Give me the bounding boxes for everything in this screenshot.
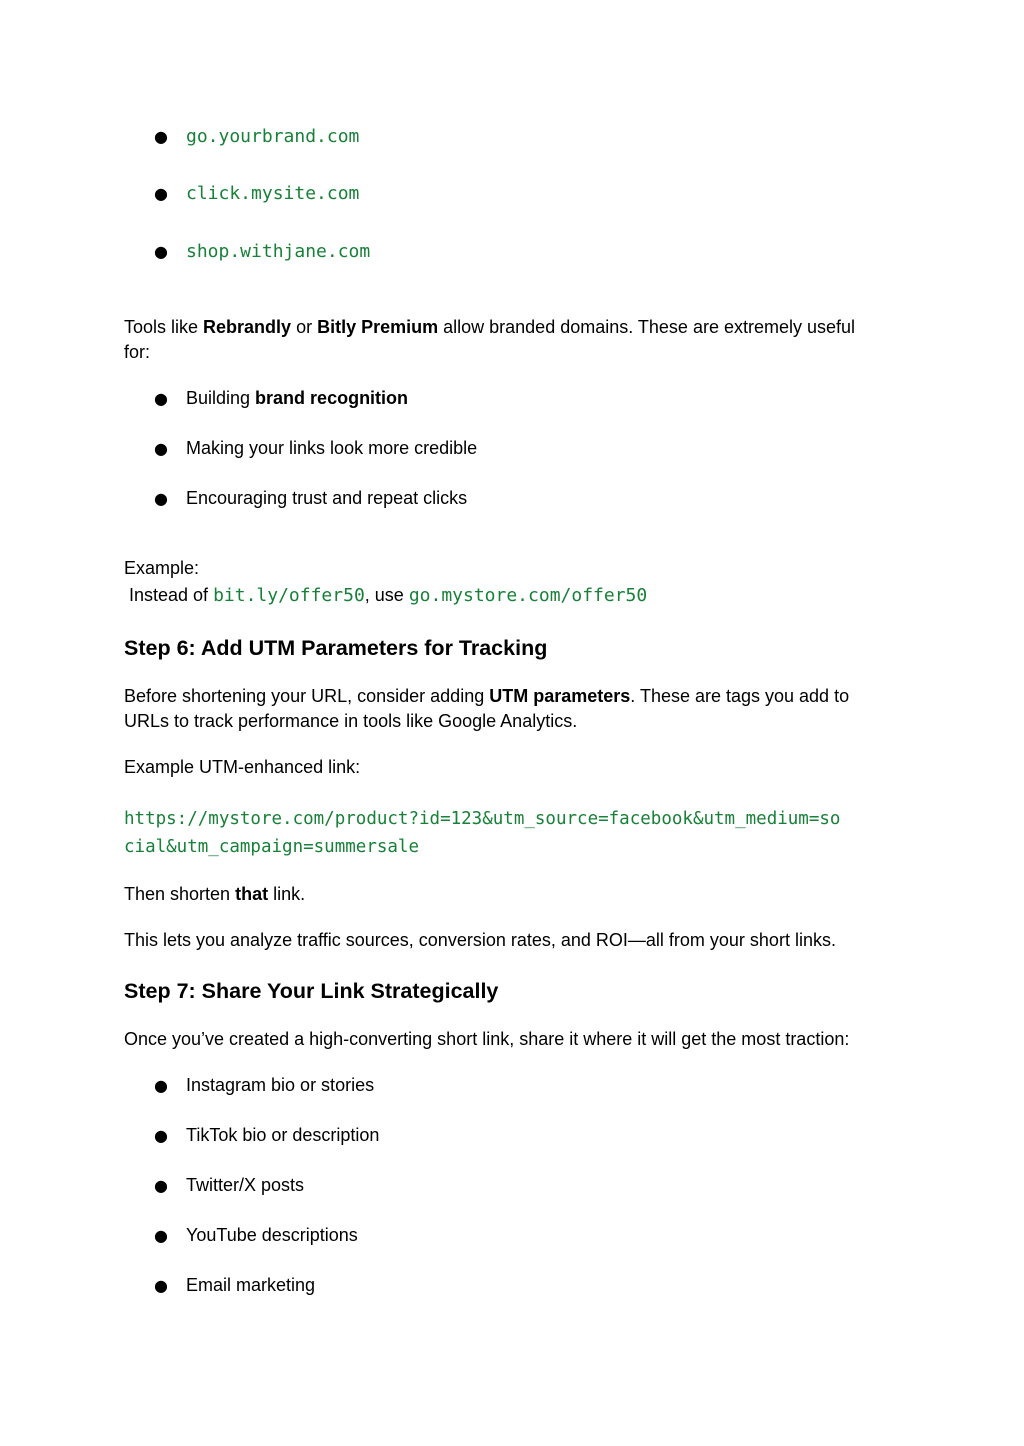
text-run: Instead of [124,585,214,605]
text-run: Building [186,388,256,408]
list-bullet: ● [154,127,168,146]
list-item-channel: YouTube descriptions [186,1225,358,1245]
emphasis: that [235,884,269,904]
analyze-paragraph: This lets you analyze traffic sources, conversion rates, and ROI—all from your short links. [124,930,836,950]
list-bullet: ● [154,184,168,203]
list-item-channel: TikTok bio or description [186,1125,380,1145]
utm-example-label: Example UTM-enhanced link: [124,757,361,777]
utm-example-code [124,805,904,861]
text-run: Before shortening your URL, consider adding [124,686,490,706]
list-item: Making your links look more credible [186,438,478,458]
utm-intro-paragraph [124,684,904,734]
list-item-domain: click.mysite.com [186,183,360,204]
text-run: link. [268,884,306,904]
list-item-domain: shop.withjane.com [186,241,371,262]
text-run: Tools like [124,317,204,337]
list-bullet: ● [154,489,168,508]
tool-name-rebrandly: Rebrandly [203,317,292,337]
emphasis: UTM parameters [489,686,631,706]
example-line [124,583,647,608]
list-bullet: ● [154,1176,168,1195]
text-run: URLs to track performance in tools like Google Analytics. [124,711,578,731]
list-bullet: ● [154,1126,168,1145]
text-run: for: [124,342,151,362]
list-bullet: ● [154,242,168,261]
list-item-channel: Twitter/X posts [186,1175,305,1195]
step-6-heading: Step 6: Add UTM Parameters for Tracking [124,636,548,660]
list-item [186,386,408,411]
list-bullet: ● [154,1226,168,1245]
code-line: cial&utm_campaign=summersale [124,837,420,857]
text-run: Then shorten [124,884,236,904]
inline-code-short-link: bit.ly/offer50 [213,585,365,606]
text-run: . These are tags you add to [630,686,850,706]
example-label: Example: [124,558,200,578]
inline-code-branded-link: go.mystore.com/offer50 [408,585,648,606]
tools-paragraph [124,315,904,365]
list-bullet: ● [154,439,168,458]
emphasis: brand recognition [255,388,409,408]
list-item-domain: go.yourbrand.com [186,126,360,147]
list-item-channel: Email marketing [186,1275,316,1295]
text-run: allow branded domains. These are extremely useful [438,317,856,337]
step-7-heading: Step 7: Share Your Link Strategically [124,979,499,1003]
list-item-channel: Instagram bio or stories [186,1075,375,1095]
text-run: , use [364,585,409,605]
then-shorten-paragraph [124,882,305,907]
list-bullet: ● [154,1276,168,1295]
code-line: https://mystore.com/product?id=123&utm_source=facebook&utm_medium=so [124,809,841,829]
list-item: Encouraging trust and repeat clicks [186,488,468,508]
text-run: or [291,317,318,337]
list-bullet: ● [154,1076,168,1095]
list-bullet: ● [154,389,168,408]
tool-name-bitly-premium: Bitly Premium [317,317,439,337]
share-intro-paragraph: Once you’ve created a high-converting short link, share it where it will get the most traction: [124,1029,850,1049]
